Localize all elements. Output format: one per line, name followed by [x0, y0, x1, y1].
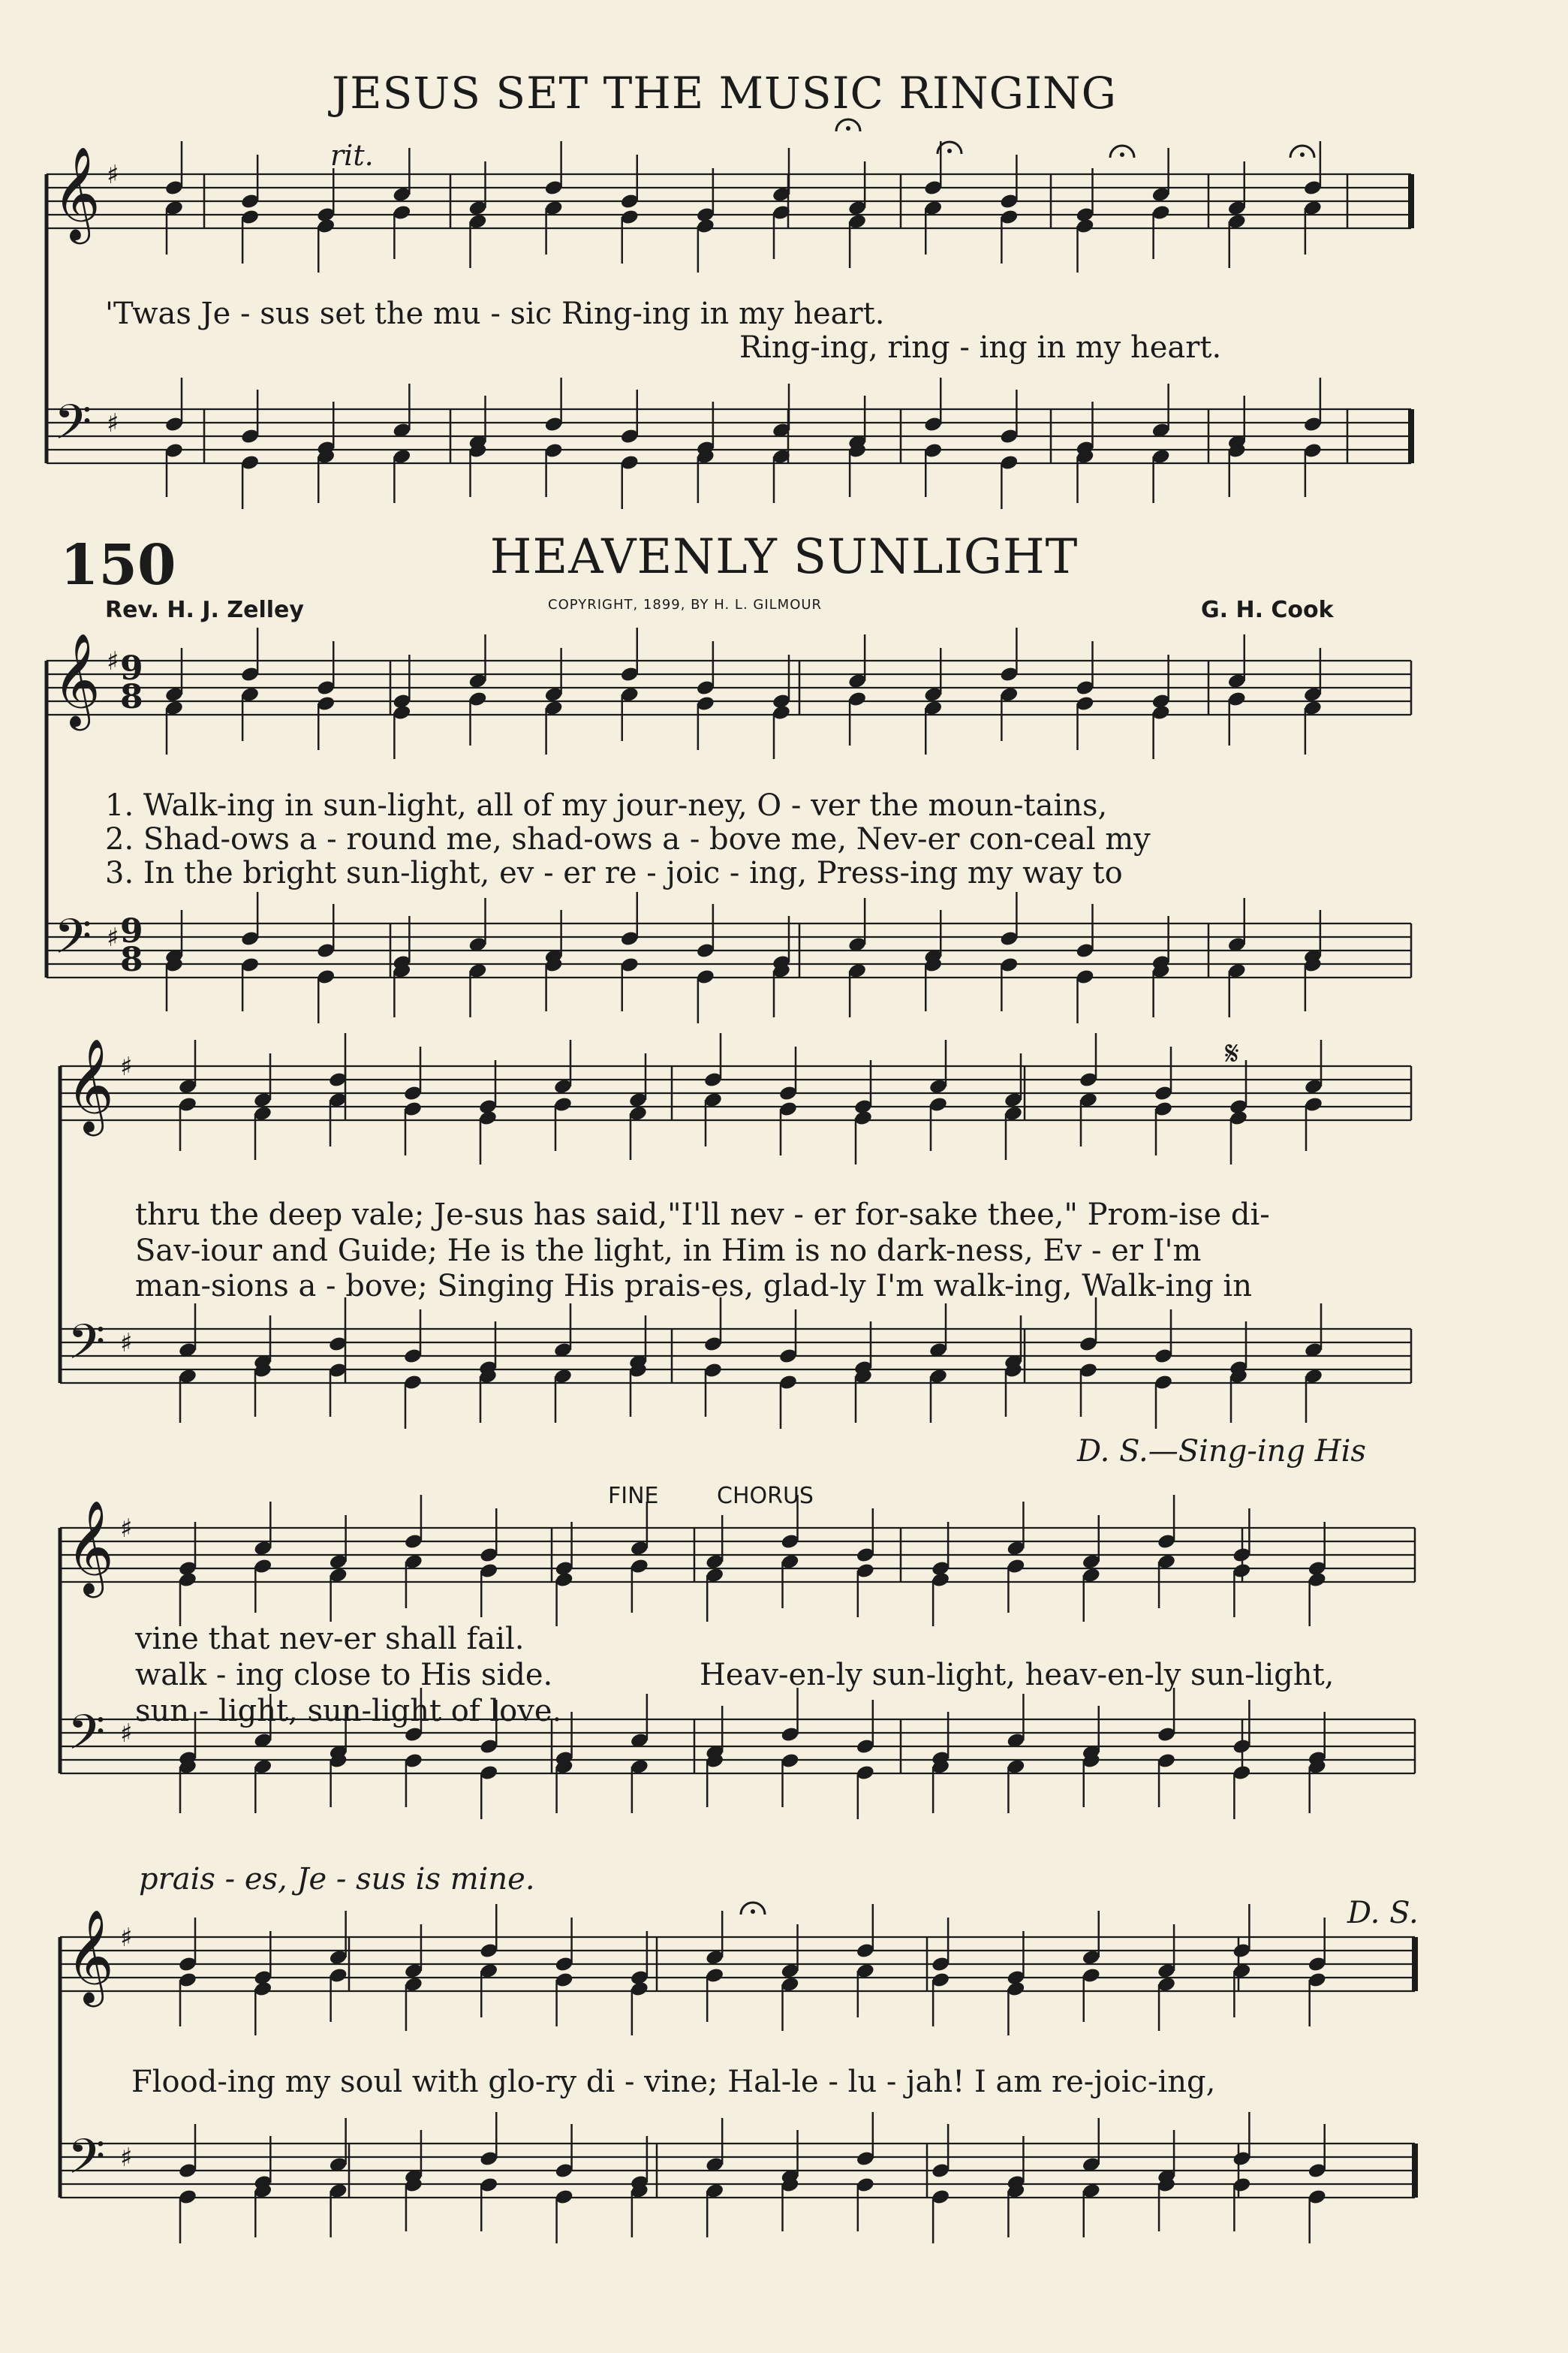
sharp-icon: ♯	[120, 1514, 133, 1544]
sharp-icon: ♯	[107, 408, 119, 438]
s3-chorus: Heav-en-ly sun-light, heav-en-ly sun-light,	[700, 1658, 1335, 1692]
sharp-icon: ♯	[107, 923, 119, 953]
segno-icon: 𝄋	[1225, 1035, 1239, 1073]
sharp-icon: ♯	[107, 160, 119, 190]
sharp-icon: ♯	[120, 1923, 133, 1953]
bass-clef-icon: 𝄢	[54, 909, 92, 977]
s1-verse-3: 3. In the bright sun-light, ev - er re - joic - ing, Press-ing my way to	[105, 856, 1123, 890]
chorus-label: CHORUS	[717, 1483, 814, 1509]
hymn-number: 150	[60, 533, 176, 598]
treble-clef-icon: 𝄞	[53, 633, 101, 727]
ds-instruction: D. S.—Sing-ing His	[1077, 1434, 1366, 1469]
s1-verse-2: 2. Shad-ows a - round me, shad-ows a - bove me, Nev-er con-ceal my	[105, 822, 1151, 857]
hymn-composer: G. H. Cook	[1201, 597, 1334, 623]
fermata-dot-icon	[1120, 152, 1124, 157]
s4-chorus: Flood-ing my soul with glo-ry di - vine; Hal-le - lu - jah! I am re-joic-ing,	[131, 2065, 1216, 2099]
fermata-dot-icon	[846, 126, 850, 131]
fermata-dot-icon	[947, 149, 952, 153]
sharp-icon: ♯	[120, 1719, 133, 1749]
time-signature-top: 9	[120, 912, 143, 951]
hymn-title: HEAVENLY SUNLIGHT	[489, 529, 1079, 585]
treble-clef-icon: 𝄞	[53, 146, 101, 240]
s2-verse-2: Sav-iour and Guide; He is the light, in Him is no dark-ness, Ev - er I'm	[135, 1234, 1202, 1268]
bass-clef-icon: 𝄢	[54, 395, 92, 462]
bass-clef-icon: 𝄢	[68, 1315, 106, 1382]
fermata-dot-icon	[1300, 152, 1305, 157]
sharp-icon: ♯	[107, 646, 119, 676]
bass-clef-icon: 𝄢	[68, 2129, 106, 2197]
ds-mark: D. S.	[1347, 1896, 1419, 1930]
previous-hymn-title: JESUS SET THE MUSIC RINGING	[332, 68, 1117, 119]
sharp-icon: ♯	[120, 2143, 133, 2173]
prev-hymn-lyric-1: 'Twas Je - sus set the mu - sic Ring-ing in my heart.	[105, 297, 885, 331]
s3-verse-1: vine that nev-er shall fail.	[135, 1622, 525, 1656]
s2-verse-3: man-sions a - bove; Singing His prais-es, glad-ly I'm walk-ing, Walk-ing in	[135, 1269, 1252, 1303]
s3-ds-lyric: prais - es, Je - sus is mine.	[139, 1862, 535, 1897]
fermata-dot-icon	[751, 1909, 755, 1914]
time-signature-bottom: 8	[120, 678, 143, 716]
time-signature-top: 9	[120, 649, 143, 688]
treble-clef-icon: 𝄞	[66, 1500, 114, 1594]
s3-verse-2: walk - ing close to His side.	[135, 1658, 553, 1692]
tempo-mark-rit: rit.	[330, 139, 374, 172]
prev-hymn-lyric-2: Ring-ing, ring - ing in my heart.	[739, 330, 1222, 365]
sharp-icon: ♯	[120, 1328, 133, 1358]
time-signature-bottom: 8	[120, 941, 143, 979]
hymn-copyright: COPYRIGHT, 1899, BY H. L. GILMOUR	[548, 597, 823, 613]
treble-clef-icon: 𝄞	[66, 1038, 114, 1132]
s2-verse-1: thru the deep vale; Je-sus has said,"I'll nev - er for-sake thee," Prom-ise di-	[135, 1198, 1270, 1232]
s3-verse-3: sun - light, sun-light of love.	[135, 1694, 562, 1728]
sharp-icon: ♯	[120, 1052, 133, 1082]
hymn-author: Rev. H. J. Zelley	[105, 597, 304, 623]
bass-clef-icon: 𝄢	[68, 1705, 106, 1773]
treble-clef-icon: 𝄞	[66, 1909, 114, 2003]
fine-label: FINE	[608, 1483, 659, 1509]
s1-verse-1: 1. Walk-ing in sun-light, all of my jour-ney, O - ver the moun-tains,	[105, 788, 1108, 823]
